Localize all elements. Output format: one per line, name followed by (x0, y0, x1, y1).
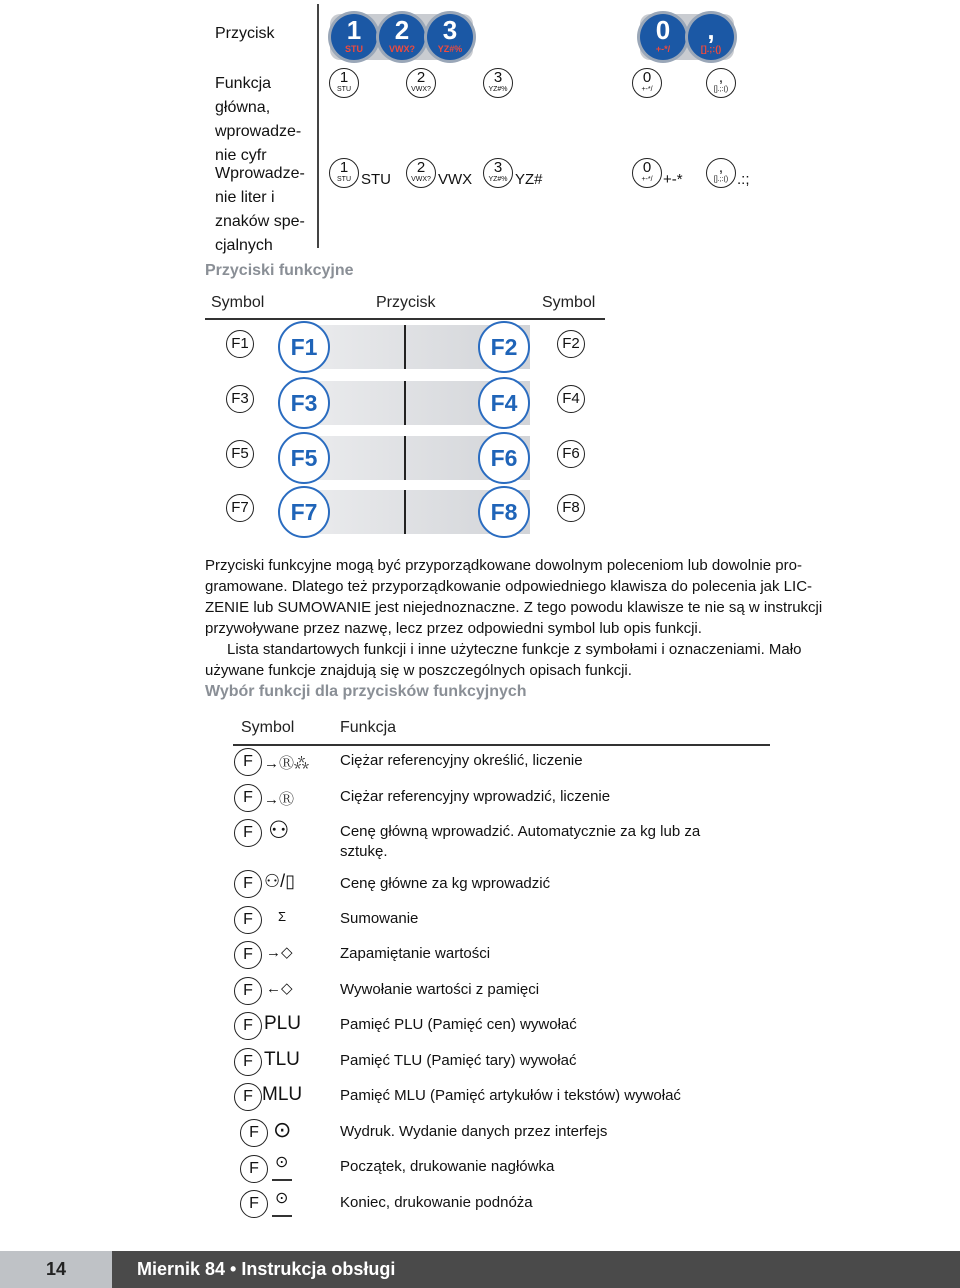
key-0: 0 +-*/ (640, 14, 686, 60)
reference-weight-count-icon: →Ⓡ⁂ (264, 755, 310, 772)
symbol-2: 2 VWX? (406, 68, 436, 98)
function-text: Sumowanie (340, 910, 419, 927)
key-f2: F2 (478, 321, 530, 373)
print-footer-icon: ⊙ (275, 1190, 289, 1207)
paragraph-1: Przyciski funkcyjne mogą być przyporządkowane dowolnym poleceniom lub dowolnie pro-gramowane. Dlatego też przyporządkowanie odpowiedniego klawisza do polecenia jak LIC-ZENIE lub SUMOWANIE jest niejednoznaczne. Z tego powodu klawisze te nie są w instrukcji przywoływane przez nazwę, lecz przez odpowiedni symbol lub opis funkcji. (205, 557, 823, 637)
print-header-icon: ⊙ (275, 1154, 289, 1171)
f-symbol: F (234, 748, 262, 776)
underline-mark (272, 1215, 292, 1217)
strip-divider (404, 490, 406, 534)
f-symbol: F (234, 906, 262, 934)
tlu-icon: TLU (264, 1049, 300, 1070)
key-3: 3 YZ#% (427, 14, 473, 60)
print-icon: ⊙ (273, 1117, 292, 1142)
symbol-f5: F5 (226, 440, 254, 468)
symbol-f3: F3 (226, 385, 254, 413)
row-label-main-function: Funkcja główna, wprowadze-nie cyfr (215, 75, 302, 164)
row-label-button: Przycisk (215, 25, 275, 42)
key-comma: , [].;:() (688, 14, 734, 60)
symbol-comma: , [].;:() (706, 68, 736, 98)
strip-divider (404, 325, 406, 369)
symbol-f8: F8 (557, 494, 585, 522)
paragraph-2: Lista standartowych funkcji i inne użyteczne funkcje z symbołami i oznaczeniami. Mało używane funkcje znajdują się w poszczególnych opisach funkcji. (205, 641, 802, 679)
function-text: Początek, drukowanie nagłówka (340, 1158, 555, 1175)
symbol-f2: F2 (557, 330, 585, 358)
memory-recall-icon: ←◇ (266, 980, 293, 997)
f-symbol: F (240, 1155, 268, 1183)
memory-store-icon: →◇ (266, 944, 293, 961)
function-text: Ciężar referencyjny wprowadzić, liczenie (340, 788, 611, 805)
key-1: 1 STU (331, 14, 377, 60)
header-symbol-right: Symbol (542, 294, 596, 311)
header-symbol: Symbol (241, 719, 295, 736)
function-text: Cenę główną wprowadzić. Automatycznie za kg lub za sztukę. (340, 823, 701, 860)
symbol-3-letters: 3 YZ#% (483, 158, 513, 188)
symbol-f7: F7 (226, 494, 254, 522)
header-symbol-left: Symbol (211, 294, 265, 311)
function-text: Koniec, drukowanie podnóża (340, 1194, 533, 1211)
f-symbol: F (240, 1190, 268, 1218)
letters-yz: YZ# (515, 171, 543, 188)
key-f7: F7 (278, 486, 330, 538)
symbol-f1: F1 (226, 330, 254, 358)
letters-punct: .:; (737, 171, 750, 188)
symbol-1-letters: 1 STU (329, 158, 359, 188)
row-label-letters: Wprowadze-nie liter i znaków spe-cjalnych (215, 165, 305, 254)
f-symbol: F (234, 941, 262, 969)
symbol-0-letters: 0 +-*/ (632, 158, 662, 188)
key-2: 2 VWX? (379, 14, 425, 60)
symbol-f4: F4 (557, 385, 585, 413)
f-symbol: F (234, 1048, 262, 1076)
symbol-2-letters: 2 VWX? (406, 158, 436, 188)
header-rule (233, 744, 770, 746)
section-title-function-keys: Przyciski funkcyjne (205, 262, 354, 279)
key-f5: F5 (278, 432, 330, 484)
symbol-0: 0 +-*/ (632, 68, 662, 98)
function-text: Zapamiętanie wartości (340, 945, 491, 962)
f-symbol: F (240, 1119, 268, 1147)
header-rule (205, 318, 605, 320)
letters-math: +-* (663, 171, 683, 188)
key-f8: F8 (478, 486, 530, 538)
letters-stu: STU (361, 171, 391, 188)
plu-icon: PLU (264, 1013, 301, 1034)
base-price-icon: ⚇ (268, 817, 290, 844)
f-symbol: F (234, 1012, 262, 1040)
key-f4: F4 (478, 377, 530, 429)
function-text: Pamięć PLU (Pamięć cen) wywołać (340, 1016, 577, 1033)
function-text: Wywołanie wartości z pamięci (340, 981, 540, 998)
function-text: Cenę główne za kg wprowadzić (340, 875, 551, 892)
underline-mark (272, 1179, 292, 1181)
strip-divider (404, 436, 406, 480)
symbol-f6: F6 (557, 440, 585, 468)
function-text: Wydruk. Wydanie danych przez interfejs (340, 1123, 608, 1140)
page-number: 14 (0, 1251, 112, 1288)
header-function: Funkcja (340, 719, 397, 736)
mlu-icon: MLU (262, 1084, 303, 1105)
sum-icon: Σ (278, 909, 287, 924)
function-text: Pamięć MLU (Pamięć artykułów i tekstów) wywołać (340, 1087, 681, 1104)
f-symbol: F (234, 784, 262, 812)
strip-divider (404, 381, 406, 425)
footer-title: Miernik 84 • Instrukcja obsługi (137, 1259, 396, 1279)
key-f6: F6 (478, 432, 530, 484)
base-price-kg-icon: ⚇/▯ (264, 871, 296, 891)
f-symbol: F (234, 870, 262, 898)
reference-weight-enter-icon: →Ⓡ (264, 791, 295, 808)
symbol-3: 3 YZ#% (483, 68, 513, 98)
letters-vwx: VWX (438, 171, 473, 188)
f-symbol: F (234, 977, 262, 1005)
function-text: Pamięć TLU (Pamięć tary) wywołać (340, 1052, 577, 1069)
function-text: Ciężar referencyjny określić, liczenie (340, 752, 583, 769)
symbol-1: 1 STU (329, 68, 359, 98)
table-divider (317, 4, 319, 248)
f-symbol: F (234, 1083, 262, 1111)
header-button: Przycisk (376, 294, 436, 311)
f-symbol: F (234, 819, 262, 847)
key-f3: F3 (278, 377, 330, 429)
symbol-comma-letters: , [].;:() (706, 158, 736, 188)
section-title-functions: Wybór funkcji dla przycisków funkcyjnych (205, 683, 527, 700)
footer-bar (0, 1251, 960, 1288)
key-f1: F1 (278, 321, 330, 373)
